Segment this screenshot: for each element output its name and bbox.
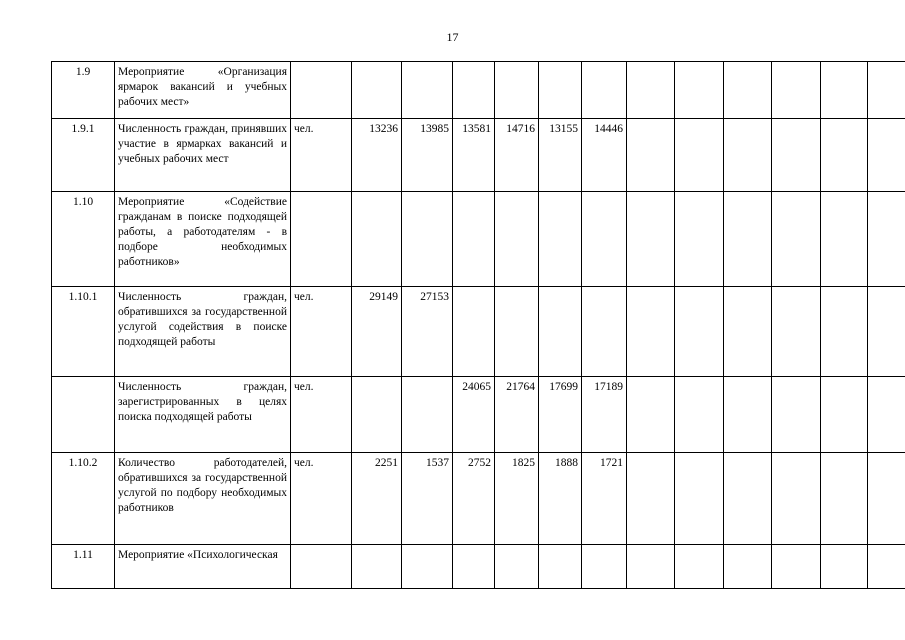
row-unit: чел. — [291, 287, 352, 377]
value-cell: 1888 — [539, 453, 582, 545]
value-cell: 21764 — [495, 377, 539, 453]
value-cell — [868, 119, 905, 192]
value-cell — [821, 545, 868, 589]
table-row — [52, 192, 905, 287]
value-cell — [453, 62, 495, 119]
value-cell — [821, 62, 868, 119]
value-cell — [627, 377, 675, 453]
value-cell: 13985 — [402, 119, 453, 192]
value-cell — [402, 545, 453, 589]
value-cell: 13155 — [539, 119, 582, 192]
value-cell — [627, 453, 675, 545]
table-row — [52, 453, 905, 545]
value-cell — [352, 377, 402, 453]
row-number: 1.9.1 — [52, 119, 115, 192]
value-cell: 14716 — [495, 119, 539, 192]
value-cell — [772, 62, 821, 119]
value-cell: 1537 — [402, 453, 453, 545]
value-cell — [821, 119, 868, 192]
row-unit: чел. — [291, 453, 352, 545]
value-cell — [821, 377, 868, 453]
value-cell — [453, 545, 495, 589]
row-unit — [291, 192, 352, 287]
row-unit: чел. — [291, 119, 352, 192]
value-cell — [724, 377, 772, 453]
row-name: Мероприятие «Психологическая — [115, 545, 291, 589]
value-cell — [724, 192, 772, 287]
value-cell — [675, 119, 724, 192]
value-cell — [627, 192, 675, 287]
value-cell: 1721 — [582, 453, 627, 545]
table-row — [52, 377, 905, 453]
value-cell — [675, 62, 724, 119]
value-cell — [724, 62, 772, 119]
value-cell — [453, 287, 495, 377]
value-cell — [772, 192, 821, 287]
value-cell — [539, 545, 582, 589]
value-cell — [402, 377, 453, 453]
value-cell — [772, 377, 821, 453]
value-cell: 2752 — [453, 453, 495, 545]
table-row — [52, 119, 905, 192]
row-name: Численность граждан, зарегистрированных в целях поиска подходящей работы — [115, 377, 291, 453]
value-cell — [582, 287, 627, 377]
value-cell — [582, 545, 627, 589]
row-number: 1.11 — [52, 545, 115, 589]
value-cell — [724, 545, 772, 589]
row-number: 1.10.2 — [52, 453, 115, 545]
value-cell — [675, 192, 724, 287]
value-cell — [821, 453, 868, 545]
value-cell — [495, 62, 539, 119]
row-name: Численность граждан, обратившихся за государственной услугой содействия в поиске подходящей работы — [115, 287, 291, 377]
value-cell: 17699 — [539, 377, 582, 453]
value-cell — [402, 192, 453, 287]
table-row — [52, 545, 905, 589]
value-cell — [868, 377, 905, 453]
value-cell — [352, 62, 402, 119]
value-cell — [627, 119, 675, 192]
value-cell — [495, 545, 539, 589]
value-cell — [675, 377, 724, 453]
value-cell — [772, 287, 821, 377]
value-cell — [821, 192, 868, 287]
value-cell — [582, 62, 627, 119]
value-cell — [772, 545, 821, 589]
value-cell — [453, 192, 495, 287]
row-name: Численность граждан, принявших участие в ярмарках вакансий и учебных рабочих мест — [115, 119, 291, 192]
value-cell — [627, 62, 675, 119]
indicators-table — [51, 61, 905, 589]
value-cell: 17189 — [582, 377, 627, 453]
row-number — [52, 377, 115, 453]
row-name: Мероприятие «Организация ярмарок вакансий и учебных рабочих мест» — [115, 62, 291, 119]
value-cell — [352, 192, 402, 287]
value-cell — [627, 287, 675, 377]
value-cell — [868, 453, 905, 545]
value-cell: 1825 — [495, 453, 539, 545]
value-cell — [772, 119, 821, 192]
value-cell — [868, 545, 905, 589]
value-cell — [868, 192, 905, 287]
value-cell — [868, 287, 905, 377]
value-cell: 2251 — [352, 453, 402, 545]
value-cell — [675, 453, 724, 545]
value-cell — [539, 287, 582, 377]
value-cell — [495, 192, 539, 287]
row-name: Мероприятие «Содействие гражданам в поиске подходящей работы, а работодателям - в подборе необходимых работников» — [115, 192, 291, 287]
value-cell — [539, 192, 582, 287]
value-cell — [352, 545, 402, 589]
value-cell — [724, 119, 772, 192]
value-cell: 13581 — [453, 119, 495, 192]
value-cell: 27153 — [402, 287, 453, 377]
value-cell — [675, 545, 724, 589]
value-cell: 14446 — [582, 119, 627, 192]
row-unit: чел. — [291, 377, 352, 453]
value-cell: 29149 — [352, 287, 402, 377]
row-number: 1.10 — [52, 192, 115, 287]
value-cell — [402, 62, 453, 119]
row-name: Количество работодателей, обратившихся за государственной услугой по подбору необходимых работников — [115, 453, 291, 545]
value-cell — [821, 287, 868, 377]
value-cell — [539, 62, 582, 119]
value-cell — [724, 453, 772, 545]
value-cell — [772, 453, 821, 545]
page-number: 17 — [446, 30, 459, 44]
value-cell — [868, 62, 905, 119]
table-row — [52, 62, 905, 119]
value-cell: 24065 — [453, 377, 495, 453]
value-cell — [495, 287, 539, 377]
row-unit — [291, 545, 352, 589]
table-row — [52, 287, 905, 377]
row-number: 1.10.1 — [52, 287, 115, 377]
value-cell — [724, 287, 772, 377]
value-cell: 13236 — [352, 119, 402, 192]
value-cell — [627, 545, 675, 589]
value-cell — [582, 192, 627, 287]
value-cell — [675, 287, 724, 377]
row-unit — [291, 62, 352, 119]
row-number: 1.9 — [52, 62, 115, 119]
